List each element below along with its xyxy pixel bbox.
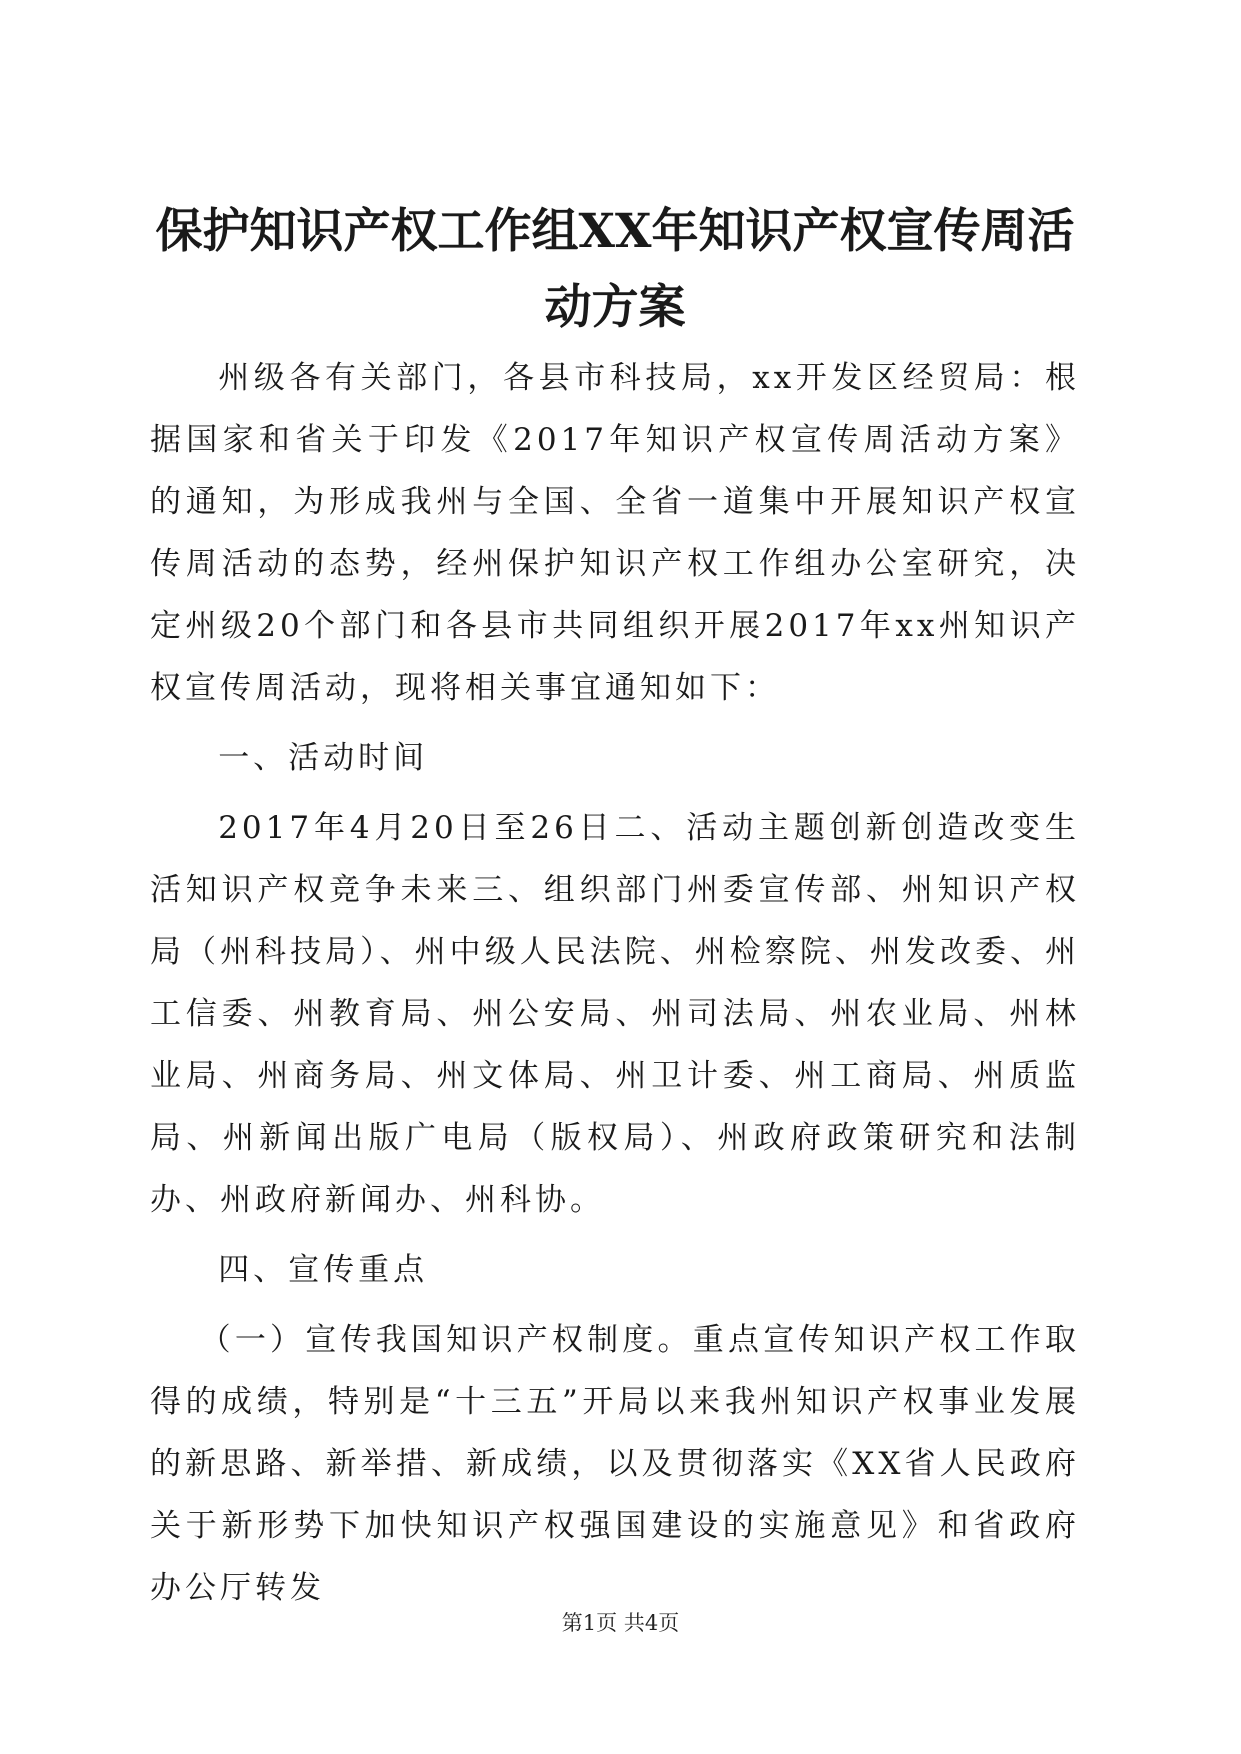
paragraph-focus-one: （一）宣传我国知识产权制度。重点宣传知识产权工作取得的成绩，特别是“十三五”开局以来我州知识产权事业发展的新思路、新举措、新成绩，以及贯彻落实《XX省人民政府关于新形势下加快知识产权强国建设的实施意见》和省政府办公厅转发 <box>150 1322 1080 1606</box>
paragraph-intro: 州级各有关部门，各县市科技局，xx开发区经贸局：根据国家和省关于印发《2017年知识产权宣传周活动方案》的通知，为形成我州与全国、全省一道集中开展知识产权宣传周活动的态势，经州保护知识产权工作组办公室研究，决定州级20个部门和各县市共同组织开展2017年xx州知识产权宣传周活动，现将相关事宜通知如下： <box>150 360 1080 706</box>
page-footer: 第1页 共4页 <box>561 1611 680 1635</box>
document-body <box>150 347 1080 1627</box>
document-title: 保护知识产权工作组XX年知识产权宣传周活动方案 <box>155 204 1075 335</box>
section-heading-activity-time: 一、活动时间 <box>218 740 429 776</box>
paragraph-activity-details: 2017年4月20日至26日二、活动主题创新创造改变生活知识产权竞争未来三、组织部门州委宣传部、州知识产权局（州科技局）、州中级人民法院、州检察院、州发改委、州工信委、州教育局、州公安局、州司法局、州农业局、州林业局、州商务局、州文体局、州卫计委、州工商局、州质监局、州新闻出版广电局（版权局）、州政府政策研究和法制办、州政府新闻办、州科协。 <box>150 810 1080 1218</box>
section-heading-publicity-focus: 四、宣传重点 <box>218 1252 429 1288</box>
